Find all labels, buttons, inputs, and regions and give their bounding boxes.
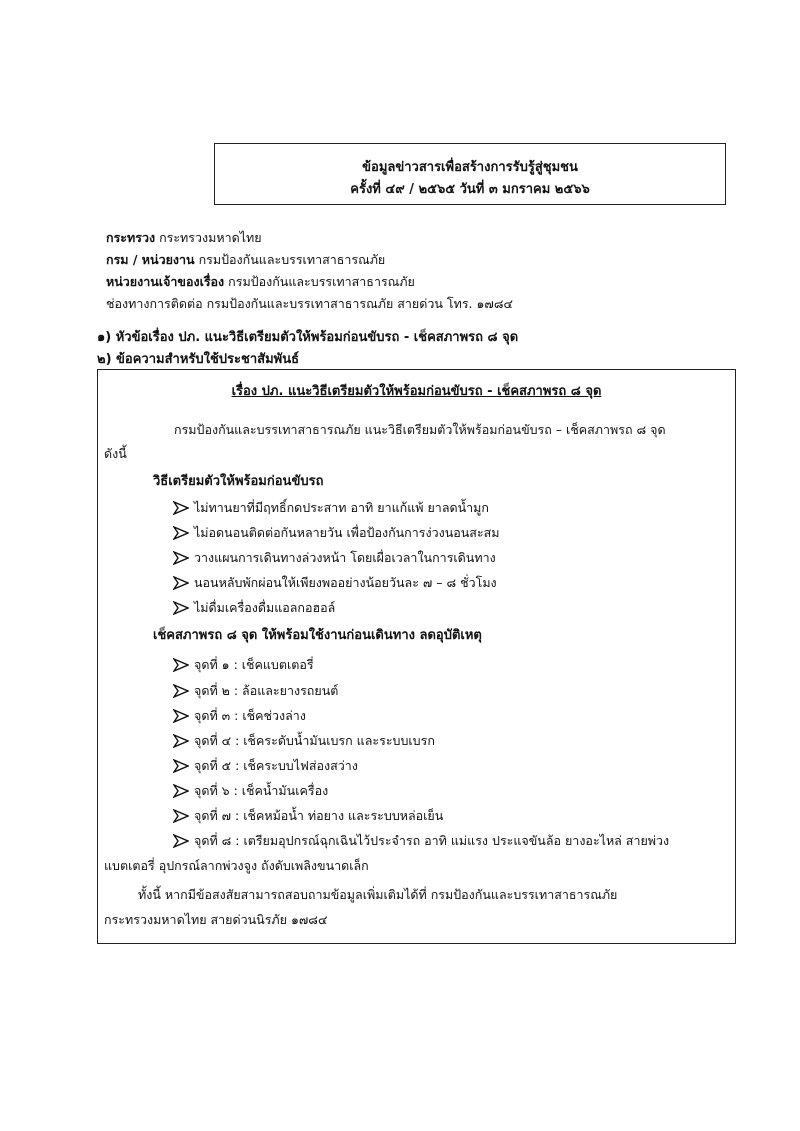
check-item-text: จุดที่ ๘ : เตรียมอุปกรณ์ฉุกเฉินไว้ประจำรถ อาทิ แม่แรง ประแจขันล้อ ยางอะไหล่ สายพ่วง <box>194 833 670 848</box>
section-topic: ๑) หัวข้อเรื่อง ปภ. แนะวิธีเตรียมตัวให้พร้อมก่อนขับรถ - เช็คสภาพรถ ๘ จุด <box>97 330 519 345</box>
header-box <box>214 143 726 205</box>
arrow-bullet-icon <box>173 734 189 748</box>
meta-contact <box>106 294 513 314</box>
arrow-bullet-icon <box>173 526 189 540</box>
prep-item-text: ไม่อดนอนติดต่อกันหลายวัน เพื่อป้องกันการง่วงนอนสะสม <box>194 525 500 540</box>
meta-contact-value: กรมป้องกันและบรรเทาสาธารณภัย สายด่วน โทร. ๑๗๘๔ <box>206 296 513 311</box>
arrow-bullet-icon <box>173 809 189 823</box>
check-heading: เช็คสภาพรถ ๘ จุด ให้พร้อมใช้งานก่อนเดินทาง ลดอุบัติเหตุ <box>153 628 482 643</box>
prep-heading: วิธีเตรียมตัวให้พร้อมก่อนขับรถ <box>153 474 324 489</box>
arrow-bullet-icon <box>173 784 189 798</box>
list-item <box>173 548 496 568</box>
arrow-bullet-icon <box>173 551 189 565</box>
arrow-bullet-icon <box>173 576 189 590</box>
list-item <box>173 756 358 776</box>
intro-line-2: ดังนี้ <box>104 446 127 461</box>
meta-department-value: กรมป้องกันและบรรเทาสาธารณภัย <box>198 252 386 267</box>
arrow-bullet-icon <box>173 834 189 848</box>
arrow-bullet-icon <box>173 501 189 515</box>
content-title: เรื่อง ปภ. แนะวิธีเตรียมตัวให้พร้อมก่อนขับรถ - เช็คสภาพรถ ๘ จุด <box>231 384 602 399</box>
list-item <box>173 706 306 726</box>
list-item <box>173 655 314 675</box>
list-item <box>173 781 328 801</box>
prep-item-text: ไม่ดื่มเครื่องดื่มแอลกอฮอล์ <box>194 600 336 615</box>
check-item-text: จุดที่ ๔ : เช็คระดับน้ำมันเบรก และระบบเบรก <box>194 733 435 748</box>
check-item-text: จุดที่ ๗ : เช็คหม้อน้ำ ท่อยาง และระบบหล่อเย็น <box>194 808 444 823</box>
prep-item-text: นอนหลับพักผ่อนให้เพียงพออย่างน้อยวันละ ๗ – ๘ ชั่วโมง <box>194 575 497 590</box>
meta-owner-value: กรมป้องกันและบรรเทาสาธารณภัย <box>228 274 415 289</box>
check-item-text: จุดที่ ๖ : เช็คน้ำมันเครื่อง <box>194 783 329 798</box>
arrow-bullet-icon <box>173 601 189 615</box>
meta-ministry <box>106 228 262 248</box>
list-item <box>173 498 489 518</box>
header-title: ข้อมูลข่าวสารเพื่อสร้างการรับรู้สู่ชุมชน <box>362 160 578 175</box>
check-item-text: จุดที่ ๑ : เช็คแบตเตอรี่ <box>194 657 314 672</box>
list-item <box>173 598 335 618</box>
arrow-bullet-icon <box>173 658 189 672</box>
intro-line-1: กรมป้องกันและบรรเทาสาธารณภัย แนะวิธีเตรียมตัวให้พร้อมก่อนขับรถ – เช็คสภาพรถ ๘ จุด <box>174 422 666 437</box>
header-issue: ครั้งที่ ๔๙ / ๒๕๖๕ วันที่ ๓ มกราคม ๒๕๖๖ <box>350 182 590 197</box>
list-item <box>173 806 443 826</box>
meta-owner <box>106 272 415 292</box>
prep-item-text: ไม่ทานยาที่มีฤทธิ์กดประสาท อาทิ ยาแก้แพ้ ยาลดน้ำมูก <box>194 500 489 515</box>
meta-owner-label: หน่วยงานเจ้าของเรื่อง <box>106 274 225 289</box>
arrow-bullet-icon <box>173 759 189 773</box>
list-item <box>173 731 435 751</box>
closing-line-2: กระทรวงมหาดไทย สายด่วนนิรภัย ๑๗๘๔ <box>104 912 328 927</box>
arrow-bullet-icon <box>173 709 189 723</box>
meta-department-label: กรม / หน่วยงาน <box>106 252 195 267</box>
meta-contact-label: ช่องทางการติดต่อ <box>106 296 203 311</box>
check-item-text: จุดที่ ๕ : เช็คระบบไฟส่องสว่าง <box>194 758 358 773</box>
content-box <box>97 369 736 944</box>
meta-ministry-value: กระทรวงมหาดไทย <box>159 230 262 245</box>
check-item-8-continued: แบตเตอรี่ อุปกรณ์ลากพ่วงจูง ถังดับเพลิงขนาดเล็ก <box>104 858 369 873</box>
closing-line-1: ทั้งนี้ หากมีข้อสงสัยสามารถสอบถามข้อมูลเพิ่มเติมได้ที่ กรมป้องกันและบรรเทาสาธารณภัย <box>138 887 618 902</box>
check-item-text: จุดที่ ๓ : เช็คช่วงล่าง <box>194 708 306 723</box>
list-item <box>173 573 497 593</box>
arrow-bullet-icon <box>173 684 189 698</box>
list-item <box>173 681 338 701</box>
meta-department <box>106 250 385 270</box>
prep-item-text: วางแผนการเดินทางล่วงหน้า โดยเผื่อเวลาในการเดินทาง <box>194 550 496 565</box>
list-item <box>173 831 669 851</box>
list-item <box>173 523 500 543</box>
meta-ministry-label: กระทรวง <box>106 230 156 245</box>
section-message: ๒) ข้อความสำหรับใช้ประชาสัมพันธ์ <box>97 352 300 367</box>
check-item-text: จุดที่ ๒ : ล้อและยางรถยนต์ <box>194 683 339 698</box>
